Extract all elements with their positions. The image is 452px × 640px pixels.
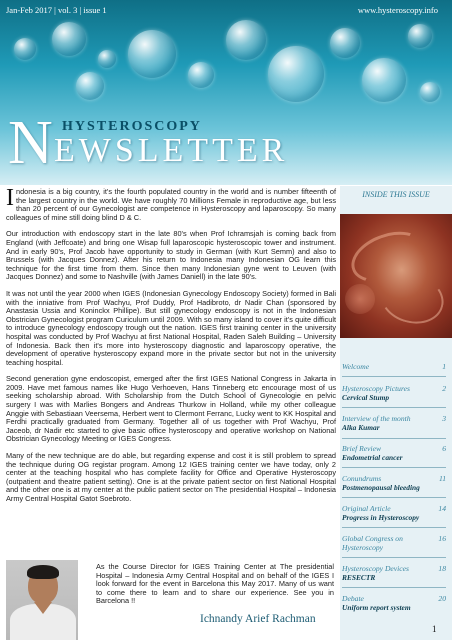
toc-title: Hysteroscopy Devices <box>342 564 409 573</box>
toc-title: Welcome <box>342 362 370 371</box>
toc-page: 6 <box>442 444 446 453</box>
toc-subtitle: RESECTR <box>342 573 376 582</box>
toc-title: Original Article <box>342 504 391 513</box>
divider <box>342 497 446 498</box>
toc-subtitle: Endometrial cancer <box>342 453 403 462</box>
decorative-bubble <box>188 62 214 88</box>
decorative-bubble <box>226 20 266 60</box>
toc-title: Interview of the month <box>342 414 411 423</box>
decorative-bubble <box>268 46 324 102</box>
decorative-bubble <box>52 22 86 56</box>
author-signature: Ichnandy Arief Rachman <box>200 613 316 625</box>
toc-item-debate[interactable] <box>342 594 446 612</box>
toc-title: Global Congress on Hysteroscopy <box>342 534 403 552</box>
newsletter-title <box>0 109 452 177</box>
title-hysteroscopy: HYSTEROSCOPY <box>62 119 202 134</box>
decorative-bubble <box>420 82 440 102</box>
toc-page: 16 <box>438 534 446 543</box>
toc-page: 20 <box>438 594 446 603</box>
toc-subtitle: Cervical Stump <box>342 393 390 402</box>
article-body <box>6 185 336 512</box>
toc-item-hysteroscopy-devices[interactable] <box>342 564 446 582</box>
issue-info: Jan-Feb 2017 | vol. 3 | issue 1 <box>6 5 107 15</box>
toc-title: Conundrums <box>342 474 382 483</box>
decorative-bubble <box>98 50 116 68</box>
page-number: 1 <box>432 624 437 634</box>
website-link[interactable]: www.hysteroscopy.info <box>357 5 438 15</box>
toc-subtitle: Progress in Hysteroscopy <box>342 513 420 522</box>
drop-cap: I <box>6 185 14 211</box>
decorative-bubble <box>362 58 406 102</box>
divider <box>342 438 446 439</box>
article-paragraph: It was not until the year 2000 when IGES (Indonesian Gynecology Endoscopy Society) formed in Bali with the inniative from Prof Wachyu, Prof Duddy, Prof Hadibroto, dr Nadir Chan (sponsored by Anastasia Ussia and Koninckx Phillipe). But still gynecology endoscopy is not in the Indonesian Obstrician Gynecologist program Curiculum until 2009. With so many island to cover it's quite difficult to introduce gynecology endoscopy trough out the nation. IGES first training center in the university hospital was conducted by Prof Wachyu at first National Hospital, Raden Saleh Building – University of Indonesia. Back then it's more into hysteroscopy diagnostic and laparoscopy operative, the development of operative hysteroscopy expand more in the private sector but not in the university teaching hospital. <box>6 288 336 367</box>
article-paragraph: Second generation gyne endoscopist, emerged after the first IGES National Congress in Jakarta in 2009. Have met famous names like Hugo Verhoeven, Hans Tinneberg etc encourage most of us seeking scholarship abroad. With Scholarship from the Dutch School of Gynecologie en pelvic surgery I was with Marlies Bongers and Andreas Thurkow in Holland, while my other colleague Anggie with Sebastiaan Veersema, Herbert went to Clermont Ferranc, Lucky went to KK Hospital and Ferdhi practically graduated from Germany. Together all of us together with Prof Wachyu, Prof Jaceob, dr Nadir etc started to give basic office hysteroscopy and operative workshop on National Obstrician Gynecology Meeting or IGES Congress. <box>6 374 336 444</box>
toc-item-original-article[interactable] <box>342 504 446 522</box>
author-photo <box>6 560 78 640</box>
toc-page: 3 <box>442 414 446 423</box>
divider <box>342 376 446 377</box>
toc-title: Hysteroscopy Pictures <box>342 384 410 393</box>
toc-item-welcome[interactable] <box>342 362 446 371</box>
toc-item-interview[interactable] <box>342 414 446 432</box>
decorative-bubble <box>330 28 360 58</box>
toc-title: Brief Review <box>342 444 382 453</box>
divider <box>342 527 446 528</box>
toc-item-global-congress[interactable] <box>342 534 446 552</box>
title-initial: N <box>8 109 53 177</box>
toc-title: Debate <box>342 594 364 603</box>
toc-page: 14 <box>438 504 446 513</box>
issue-bar <box>0 0 452 20</box>
decorative-bubble <box>128 30 176 78</box>
article-paragraph: Many of the new technique are do able, but regarding expense and cost it is still problem to spread the technique during OG registar program. Among 12 IGES training center we have today, only 2 center at the teaching hospital who has complete facility for Office and Operative Hysteroscopy (outpatient and theatre patient setting). One is at the private patient sector on first National Hospital and the other one is at my center at the public patient sector on The presidential Hospital – Indonesia Army Central Hospital Gatot Soebroto. <box>6 451 336 503</box>
inside-this-issue-heading: INSIDE THIS ISSUE <box>362 190 430 199</box>
toc-page: 11 <box>438 474 446 483</box>
article-paragraph <box>6 185 336 222</box>
toc-subtitle: Alka Kumar <box>342 423 380 432</box>
decorative-bubble <box>76 72 104 100</box>
toc-item-brief-review[interactable] <box>342 444 446 462</box>
toc-page: 18 <box>438 564 446 573</box>
toc-page: 1 <box>442 362 446 371</box>
decorative-bubble <box>14 38 36 60</box>
article-paragraph: Our introduction with endoscopy start in the late 80's when Prof Ichramsjah is coming back from England (with Jeffcoate) and bring one Wisap full laparoscopic hysteroscopic tower and instrument. And in early 90's, Prof Jacob have opportunity to study in German (with Kurt Semm) and also to Brussels (with Jacques Donnez). After his return to Indonesia many Indonesian OG learn this technique for the first time from them. Since then many Indonesian gyne went to Leuven (with Jacques Donnez) and some to Nashville (with James Daniell) in the late 90's. <box>6 229 336 282</box>
divider <box>342 407 446 408</box>
sidebar <box>340 186 452 640</box>
hysteroscopy-image <box>340 214 452 338</box>
toc-item-conundrums[interactable] <box>342 474 446 492</box>
title-newsletter: EWSLETTER <box>54 132 289 169</box>
toc-item-hysteroscopy-pictures[interactable] <box>342 384 446 402</box>
closing-paragraph: As the Course Director for IGES Training Center at The presidential Hospital – Indonesia Army Central Hospital and on behalf of the IGES I look forward for the event in Barcelona this May 2017. Many of us want to come there to learn and to share our experience. See you in Barcelona !! <box>96 562 334 606</box>
toc-subtitle: Postmenopausal bleeding <box>342 483 420 492</box>
toc-page: 2 <box>442 384 446 393</box>
paragraph-text: ndonesia is a big country, it's the fourth populated country in the world and is number fifteenth of the largest country in the world. We have roughly 70 Millions Female in reproductive age, but less than 20 percent of our Gynecologist are competence in Hysteroscopy and laparoscopy. So many colleagues of mine still doing blind D & C. <box>6 187 336 222</box>
divider <box>342 587 446 588</box>
divider <box>342 467 446 468</box>
masthead-banner <box>0 0 452 185</box>
divider <box>342 557 446 558</box>
toc-subtitle: Uniform report system <box>342 603 411 612</box>
decorative-bubble <box>408 24 432 48</box>
